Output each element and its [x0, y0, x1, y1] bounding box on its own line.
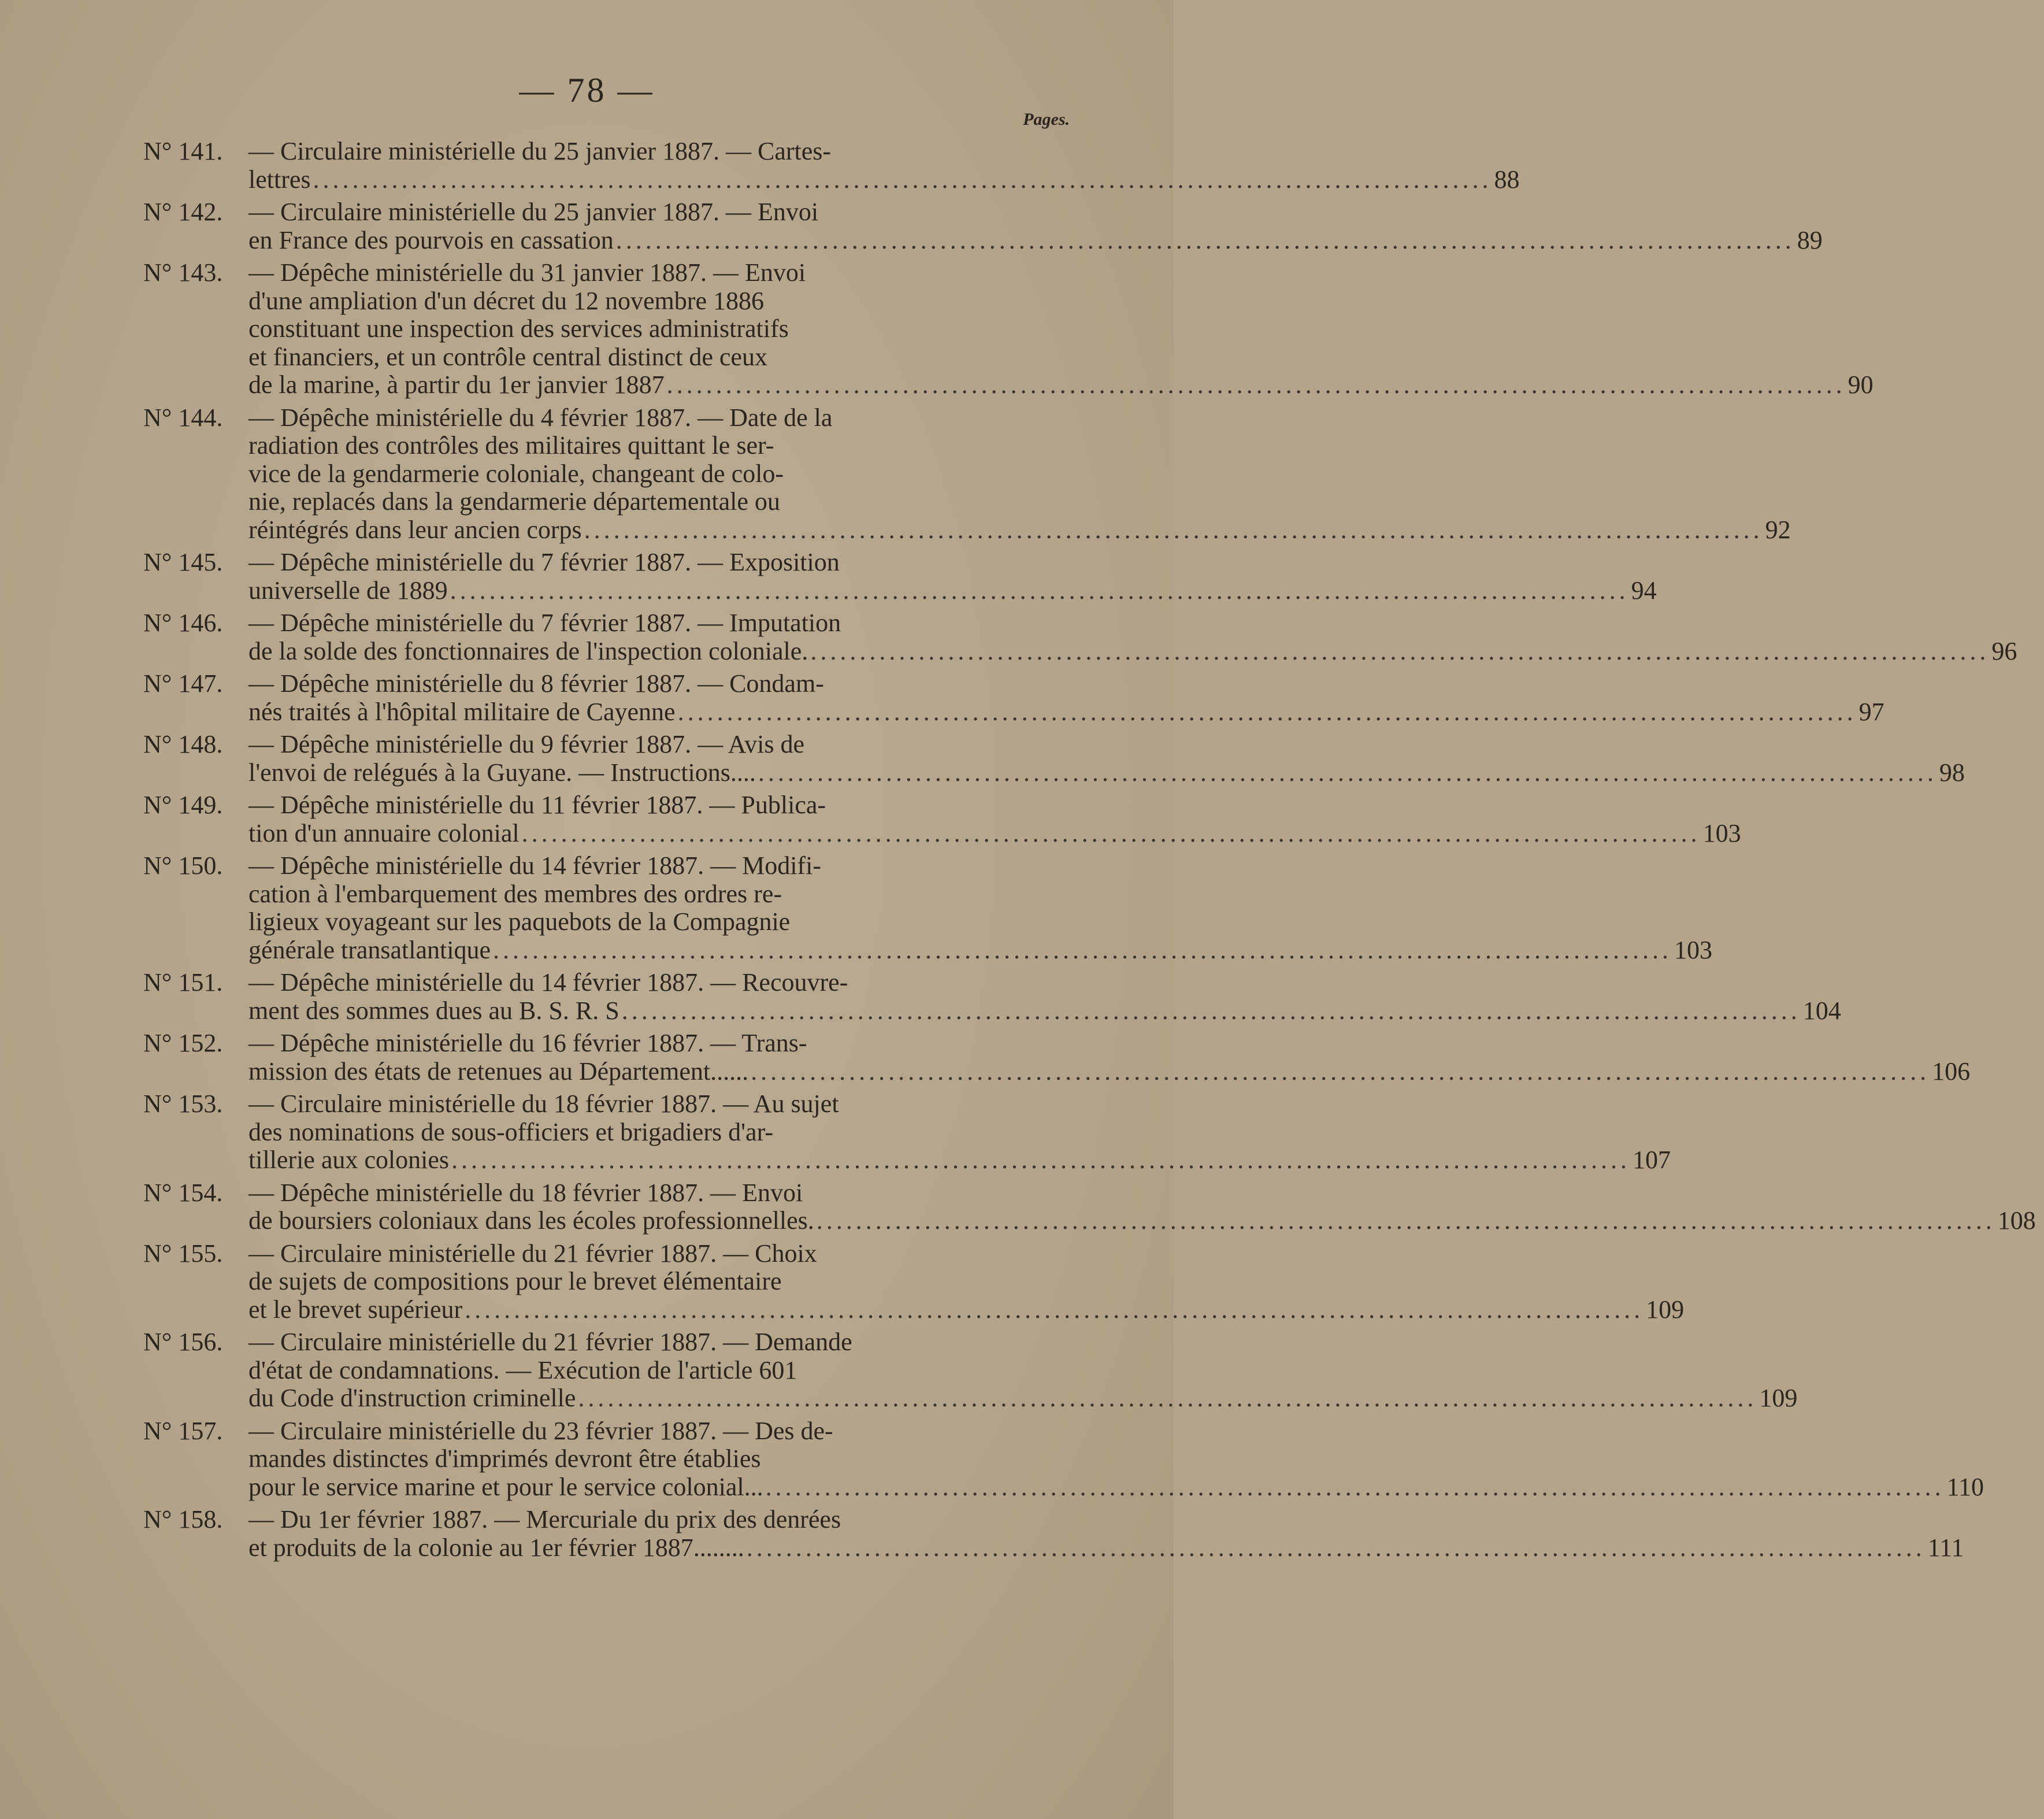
entry-last-line [248, 698, 1905, 727]
entry-line: — Dépêche ministérielle du 14 février 1887. — Recouvre- [248, 968, 848, 996]
entry-text [248, 1240, 1692, 1324]
entry-number: N° 156. [143, 1328, 223, 1356]
entry-text [248, 852, 1720, 964]
entry-last-line [248, 638, 2038, 666]
list-item [143, 730, 1965, 787]
page-reference: 111 [1927, 1533, 1964, 1562]
entry-number: N° 141. [143, 137, 223, 165]
entry-number: N° 151. [143, 968, 223, 996]
entry-line: ment des sommes dues au B. S. R. S [248, 996, 619, 1025]
entry-last-line [248, 516, 1812, 544]
entry-line: des nominations de sous-officiers et brigadiers d'ar- [248, 1117, 773, 1146]
list-item [143, 1029, 1971, 1086]
entry-line: mission des états de retenues au Département...... [248, 1057, 749, 1086]
list-item [143, 403, 1791, 544]
entry-text [248, 138, 1541, 194]
entry-line: d'une ampliation d'un décret du 12 novembre 1886 [248, 286, 764, 315]
dot-leader: ........................................................................................................................ [450, 576, 1629, 605]
entry-number: N° 149. [143, 791, 223, 819]
list-item [143, 548, 1657, 605]
page-reference: 109 [1759, 1384, 1798, 1412]
entry-line: de sujets de compositions pour le brevet élémentaire [248, 1267, 782, 1295]
entry-last-line [248, 166, 1541, 194]
dot-leader: ........................................................................................................................ [666, 371, 1846, 399]
entry-line: pour le service marine et pour le service colonial... [248, 1472, 763, 1501]
entry-number: N° 147. [143, 669, 223, 698]
list-item [143, 851, 1713, 964]
entry-number: N° 153. [143, 1090, 223, 1118]
entry-line: en France des pourvois en cassation [248, 225, 614, 254]
entry-line: vice de la gendarmerie coloniale, changeant de colo- [248, 459, 784, 488]
entry-line: — Dépêche ministérielle du 7 février 1887. — Exposition [248, 548, 840, 576]
entry-last-line [248, 1296, 1692, 1324]
entry-number: N° 157. [143, 1416, 223, 1445]
entry-text [248, 670, 1905, 726]
list-item [143, 1416, 1984, 1502]
entry-line: ligieux voyageant sur les paquebots de la Compagnie [248, 907, 791, 936]
entry-line: — Dépêche ministérielle du 7 février 1887. — Imputation [248, 609, 841, 637]
dot-leader: ........................................................................................................................ [521, 818, 1701, 847]
entry-line: — Dépêche ministérielle du 18 février 1887. — Envoi [248, 1178, 803, 1207]
dot-leader: ........................................................................................................................ [465, 1295, 1644, 1324]
entry-last-line [248, 759, 1986, 787]
dot-leader: ........................................................................................................................ [810, 636, 1990, 665]
entry-number: N° 144. [143, 403, 223, 432]
entry-text [248, 1090, 1679, 1175]
list-item [143, 1239, 1685, 1324]
entry-number: N° 150. [143, 851, 223, 880]
page-reference: 104 [1802, 996, 1841, 1025]
page-reference: 92 [1765, 515, 1791, 544]
list-item [143, 968, 1841, 1025]
entry-line: — Dépêche ministérielle du 11 février 1887. — Publica- [248, 791, 826, 819]
page-reference: 106 [1932, 1057, 1971, 1086]
dot-leader: ........................................................................................................................ [451, 1146, 1630, 1174]
entry-text [248, 259, 1894, 399]
dot-leader: ........................................................................................................................ [621, 996, 1801, 1025]
entry-text [248, 1029, 1978, 1086]
entry-line: radiation des contrôles des militaires quittant le ser- [248, 431, 774, 460]
list-item [143, 1090, 1671, 1175]
dot-leader: ........................................................................................................................ [751, 1057, 1930, 1086]
entry-line: et financiers, et un contrôle central distinct de ceux [248, 342, 767, 371]
entry-line: — Circulaire ministérielle du 18 février 1887. — Au sujet [248, 1090, 839, 1118]
entry-last-line [248, 1207, 2044, 1235]
page-reference: 103 [1674, 935, 1713, 964]
dot-leader: ........................................................................................................................ [584, 515, 1763, 544]
entry-number: N° 154. [143, 1178, 223, 1207]
entry-number: N° 146. [143, 609, 223, 637]
dot-leader: ........................................................................................................................ [758, 758, 1937, 787]
entry-text [248, 1179, 2044, 1235]
page-reference: 88 [1494, 165, 1520, 194]
page-reference: 103 [1702, 818, 1741, 847]
page-reference: 110 [1946, 1472, 1984, 1501]
entry-last-line [248, 936, 1720, 965]
entry-last-line [248, 1384, 1805, 1413]
entry-line: d'état de condamnations. — Exécution de l'article 601 [248, 1355, 797, 1384]
entry-number: N° 142. [143, 198, 223, 226]
entry-line: — Circulaire ministérielle du 21 février 1887. — Demande [248, 1328, 852, 1356]
entry-line: nés traités à l'hôpital militaire de Cayenne [248, 697, 676, 726]
entry-line: et le brevet supérieur [248, 1295, 463, 1324]
entry-text [248, 1328, 1805, 1413]
list-item [143, 1505, 1964, 1562]
entry-line: — Dépêche ministérielle du 16 février 1887. — Trans- [248, 1029, 807, 1057]
entry-number: N° 158. [143, 1505, 223, 1533]
entry-line: cation à l'embarquement des membres des ordres re- [248, 879, 782, 908]
entry-line: du Code d'instruction criminelle [248, 1384, 576, 1412]
entry-line: de la solde des fonctionnaires de l'inspection coloniale. [248, 636, 808, 665]
entry-line: universelle de 1889 [248, 576, 448, 605]
entry-line: — Dépêche ministérielle du 4 février 1887. — Date de la [248, 403, 833, 432]
dot-leader: ........................................................................................................................ [615, 225, 1795, 254]
entry-text [248, 791, 1749, 847]
entry-last-line [248, 227, 1843, 255]
entry-text [248, 969, 1849, 1025]
entry-number: N° 155. [143, 1239, 223, 1268]
entry-text [248, 1506, 1974, 1562]
pages-column-label: Pages. [1023, 110, 1070, 129]
entry-line: — Circulaire ministérielle du 21 février 1887. — Choix [248, 1239, 817, 1268]
entry-line: de la marine, à partir du 1er janvier 1887 [248, 371, 665, 399]
entry-last-line [248, 1058, 1978, 1086]
page-reference: 107 [1633, 1146, 1671, 1174]
page-number: — 78 — [519, 71, 655, 109]
entry-line: tion d'un annuaire colonial [248, 818, 520, 847]
entry-line: mandes distinctes d'imprimés devront être établies [248, 1444, 761, 1473]
dot-leader: ........................................................................................................................ [493, 935, 1672, 964]
dot-leader: ........................................................................................................................ [746, 1533, 1926, 1562]
dot-leader: ........................................................................................................................ [765, 1472, 1945, 1501]
entry-text [248, 1417, 1993, 1502]
entry-number: N° 152. [143, 1029, 223, 1057]
entry-text [248, 731, 1986, 787]
entry-line: — Dépêche ministérielle du 8 février 1887. — Condam- [248, 669, 824, 698]
dot-leader: ........................................................................................................................ [313, 165, 1492, 194]
entry-line: de boursiers coloniaux dans les écoles professionnelles. [248, 1206, 814, 1235]
entry-line: et produits de la colonie au 1er février 1887........ [248, 1533, 744, 1562]
page-reference: 89 [1797, 225, 1823, 254]
entry-line: — Du 1er février 1887. — Mercuriale du prix des denrées [248, 1505, 841, 1533]
list-item [143, 669, 1885, 726]
entry-line: — Dépêche ministérielle du 14 février 1887. — Modifi- [248, 851, 821, 880]
page-reference: 96 [1991, 636, 2017, 665]
entry-line: lettres [248, 165, 311, 194]
entry-line: — Circulaire ministérielle du 25 janvier 1887. — Envoi [248, 198, 819, 226]
list-item [143, 1178, 2036, 1235]
dot-leader: ........................................................................................................................ [816, 1206, 1995, 1235]
entry-line: constituant une inspection des services administratifs [248, 314, 789, 343]
dot-leader: ........................................................................................................................ [578, 1384, 1757, 1412]
page-reference: 108 [1997, 1206, 2036, 1235]
entry-line: — Circulaire ministérielle du 25 janvier 1887. — Cartes- [248, 137, 832, 165]
page-reference: 98 [1939, 758, 1965, 787]
entry-line: tillerie aux colonies [248, 1146, 449, 1174]
entry-number: N° 143. [143, 258, 223, 287]
entry-line: — Dépêche ministérielle du 31 janvier 1887. — Envoi [248, 258, 806, 287]
page-reference: 90 [1848, 371, 1874, 399]
entry-last-line [248, 1146, 1679, 1175]
entry-line: — Dépêche ministérielle du 9 février 1887. — Avis de [248, 730, 805, 758]
list-item [143, 791, 1741, 847]
entry-line: nie, replacés dans la gendarmerie départementale ou [248, 487, 780, 516]
entry-last-line [248, 997, 1849, 1025]
entry-line: générale transatlantique [248, 935, 491, 964]
page-reference: 97 [1858, 697, 1885, 726]
list-item [143, 198, 1823, 254]
entry-text [248, 198, 1843, 254]
entry-text [248, 609, 2038, 665]
entry-last-line [248, 371, 1894, 399]
entry-last-line [248, 820, 1749, 848]
page-reference: 109 [1646, 1295, 1685, 1324]
entry-number: N° 145. [143, 548, 223, 576]
entry-text [248, 404, 1812, 544]
dot-leader: ........................................................................................................................ [677, 697, 1857, 726]
entry-line: réintégrés dans leur ancien corps [248, 515, 582, 544]
entry-last-line [248, 1473, 1993, 1502]
entry-text [248, 549, 1678, 605]
list-item [143, 609, 2017, 665]
table-of-contents [143, 137, 2036, 1566]
entry-last-line [248, 1534, 1974, 1562]
page-reference: 94 [1631, 576, 1657, 605]
entry-last-line [248, 577, 1678, 605]
entry-line: l'envoi de relégués à la Guyane. — Instructions.... [248, 758, 756, 787]
entry-number: N° 148. [143, 730, 223, 758]
entry-line: — Circulaire ministérielle du 23 février 1887. — Des de- [248, 1416, 833, 1445]
list-item [143, 137, 1520, 194]
list-item [143, 1328, 1798, 1413]
list-item [143, 258, 1874, 399]
